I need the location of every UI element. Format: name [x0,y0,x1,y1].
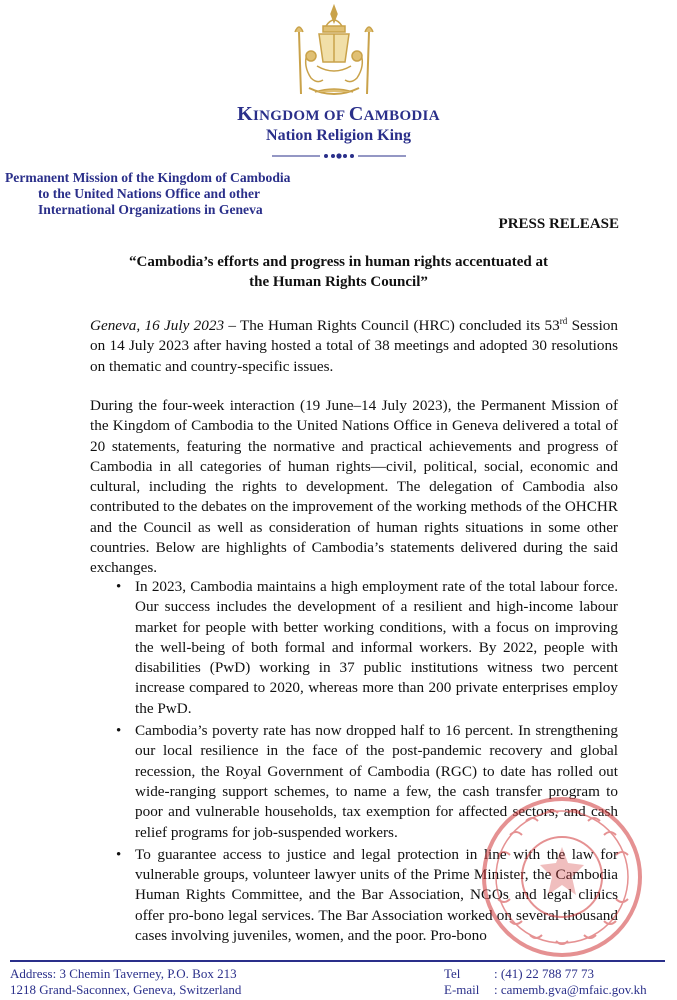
list-item-text: Cambodia’s poverty rate has now dropped half to 16 percent. In strengthening our local resilience in the face of the post-pandemic recovery and global recession, the Royal Government of Cambodia (RGC) to date has rolled out wide-ranging support schemes, to name a few, the cash transfer program to poor and vulnerable households, tax exemption for affected sectors, and cash relief programs for job-suspended workers. [135,722,618,841]
list-item [90,577,618,719]
intro-text-a: – The Human Rights Council (HRC) concluded its 53 [224,317,560,334]
footer-email-label: E-mail [444,982,480,997]
intro-paragraph [90,316,618,377]
headline-line-2: the Human Rights Council” [249,274,428,290]
footer-address-line-1: Address: 3 Chemin Taverney, P.O. Box 213 [10,966,237,981]
footer-tel-label: Tel [444,966,461,981]
ordinal-suffix: rd [559,315,568,326]
official-stamp-seal-icon [480,795,645,960]
country-name [0,103,677,126]
country-name-initial-2: C [348,103,364,125]
country-name-part-2: AMBODIA [363,108,440,124]
footer-address-line-2: 1218 Grand-Saconnex, Geneva, Switzerland [10,982,242,997]
headline-line-1: “Cambodia’s efforts and progress in human rights accentuated at [129,254,548,270]
bullet-icon: • [116,723,122,740]
decorative-divider-icon [270,150,408,162]
body-paragraph: During the four-week interaction (19 June–14 July 2023), the Permanent Mission of the Kingdom of Cambodia to the United Nations Office in Geneva delivered a total of 20 statements, featuring the normative and practical achievements and progress of Cambodia in all categories of human rights—civil, political, social, economic and cultural, including the rights to development. The delegation of Cambodia also contributed to the debates on the improvement of the working methods of the OHCHR and the Council as well as consideration of human rights situations in some other countries. Below are highlights of Cambodia’s statements delivered during the said exchanges. [90,397,618,577]
country-name-part: INGDOM OF [253,108,349,124]
list-item-text: In 2023, Cambodia maintains a high employment rate of the total labour force. Our success includes the development of a resilient and high-income labour market for people with better working conditions, with a focus on improving the well-being of both formal and informal workers. By 2022, people with disabilities (PwD) working in 37 public institutions witness two percent increase compared to 2020, whereas more than 200 private enterprises employ the PwD. [135,578,618,717]
footer-email-value[interactable]: : camemb.gva@mfaic.gov.kh [494,982,647,997]
mission-name-line-2: to the United Nations Office and other [38,186,261,201]
bullet-icon: • [116,579,122,595]
mission-name-line-1: Permanent Mission of the Kingdom of Cambodia [5,170,291,185]
mission-name-line-3: International Organizations in Geneva [38,202,263,217]
national-motto: Nation Religion King [266,127,411,144]
dateline: Geneva, 16 July 2023 [90,317,225,334]
intro-text-b: Session on 14 July 2023 after having hosted a total of 38 meetings and adopted 30 resolutions on thematic and country-specific issues. [90,317,618,375]
footer-tel-value: : (41) 22 788 77 73 [494,966,595,981]
list-item-text: To guarantee access to justice and legal protection in line with the law for vulnerable groups, volunteer lawyer units of the Prime Minister, the Cambodia Human Rights Committee, and the Bar Association, NGOs and legal clinics offer pro-bono legal services. The Bar Association worked on several thousand cases involving juveniles, women, and the poor. Pro-bono [135,845,618,945]
press-release-label: PRESS RELEASE [498,216,619,232]
headline [60,252,617,292]
bullet-icon: • [116,846,122,863]
royal-coat-of-arms-icon [279,4,389,104]
footer-divider [10,960,665,962]
country-name-initial: K [237,103,254,125]
